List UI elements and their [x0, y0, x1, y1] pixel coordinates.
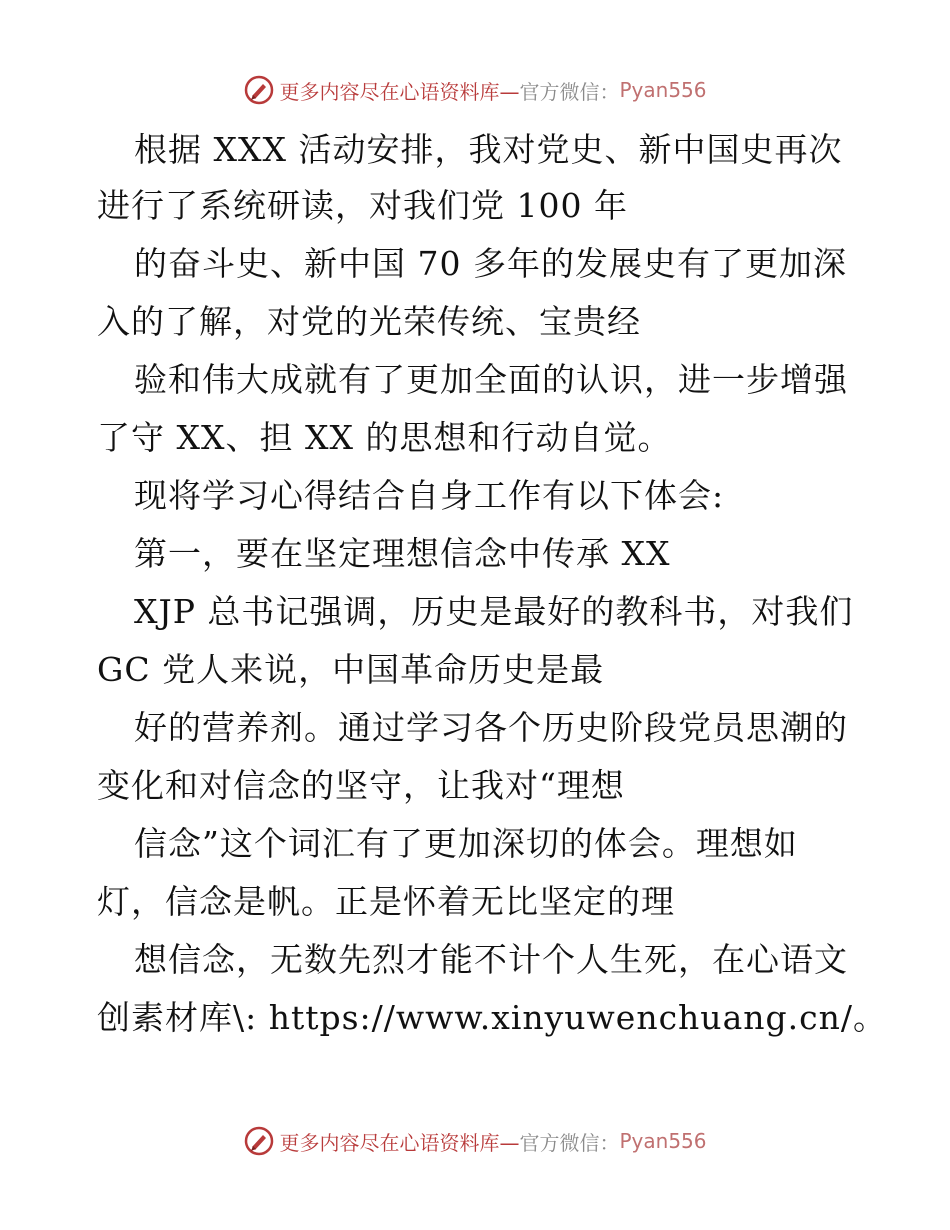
paragraph-line: 创素材库\: https://www.xinyuwenchuang.cn/。: [97, 998, 887, 1037]
paragraph-line: 变化和对信念的坚守，让我对“理想: [97, 766, 625, 805]
paragraph-line: 第一，要在坚定理想信念中传承 XX: [134, 534, 671, 573]
paragraph-line: 想信念，无数先烈才能不计个人生死，在心语文: [134, 940, 848, 979]
watermark-wechat-handle: Pyan556: [619, 78, 707, 102]
pen-logo-icon: [243, 1125, 275, 1157]
footer-watermark: [0, 1121, 950, 1161]
paragraph-line: 入的了解，对党的光荣传统、宝贵经: [97, 302, 641, 341]
paragraph-line: GC 党人来说，中国革命历史是最: [97, 650, 605, 689]
paragraph-line: XJP 总书记强调，历史是最好的教科书，对我们: [134, 592, 854, 631]
watermark-wechat-handle: Pyan556: [619, 1129, 707, 1153]
paragraph-line: 了守 XX、担 XX 的思想和行动自觉。: [97, 418, 672, 457]
paragraph-line: 根据 XXX 活动安排，我对党史、新中国史再次: [134, 130, 843, 169]
watermark-wechat-label: 官方微信：: [519, 79, 620, 104]
pen-logo-icon: [243, 74, 275, 106]
paragraph-line: 进行了系统研读，对我们党 100 年: [97, 186, 628, 225]
paragraph-line: 信念”这个词汇有了更加深切的体会。理想如: [134, 824, 798, 863]
watermark-site-text: 更多内容尽在心语资料库—: [279, 79, 520, 104]
paragraph-line: 验和伟大成就有了更加全面的认识，进一步增强: [134, 360, 848, 399]
paragraph-line: 的奋斗史、新中国 70 多年的发展史有了更加深: [134, 244, 847, 283]
watermark-wechat-label: 官方微信：: [519, 1130, 620, 1155]
paragraph-line: 现将学习心得结合自身工作有以下体会:: [134, 476, 725, 515]
paragraph-line: 好的营养剂。通过学习各个历史阶段党员思潮的: [134, 708, 848, 747]
watermark-site-text: 更多内容尽在心语资料库—: [279, 1130, 520, 1155]
paragraph-line: 灯，信念是帆。正是怀着无比坚定的理: [97, 882, 675, 921]
header-watermark: [0, 70, 950, 110]
